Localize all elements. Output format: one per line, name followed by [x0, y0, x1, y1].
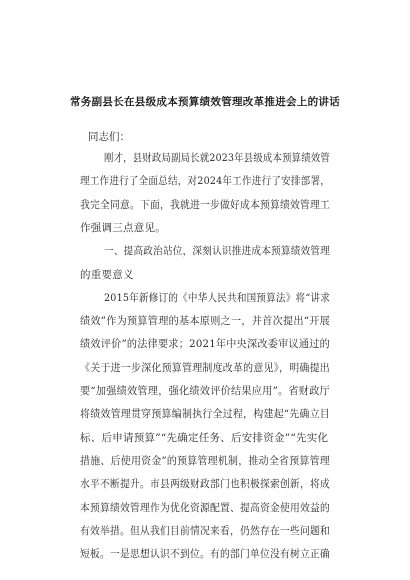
section-heading: 一、提高政治站位，深刻认识推进成本预算绩效管理 [104, 245, 330, 258]
paragraph-line: 作强调三点意见。 [80, 221, 166, 234]
paragraph-line: 短板。一是思想认识不到位。有的部门单位没有树立正确 [80, 548, 330, 561]
paragraph-line: 水平不断提升。市县两级财政部门也积极探索创新，将成 [80, 478, 330, 491]
paragraph-line: 我完全同意。下面，我就进一步做好成本预算绩效管理工 [80, 198, 330, 211]
paragraph-line: 将绩效管理贯穿预算编制执行全过程，构建起“先确立目 [80, 408, 330, 421]
paragraph-line: 要“加强绩效管理，强化绩效评价结果应用”。省财政厅 [80, 385, 330, 397]
salutation: 同志们： [88, 131, 130, 143]
paragraph-line: 的重要意义 [80, 268, 134, 281]
paragraph-line: 标、后申请预算”“先确定任务、后安排资金”“先实化 [80, 431, 329, 444]
paragraph-line: 本预算绩效管理作为优化资源配置、提高资金使用效益的 [80, 501, 330, 514]
paragraph-line: 绩效”作为预算管理的基本原则之一，并首次提出“开展 [80, 315, 330, 328]
paragraph-line: 刚才，县财政局副局长就2023年县级成本预算绩效管 [104, 152, 330, 164]
document-title: 常务副县长在县级成本预算绩效管理改革推进会上的讲话 [70, 96, 340, 108]
paragraph-line: 有效举措。但从我们目前情况来看，仍然存在一些问题和 [80, 524, 330, 537]
paragraph-line: 绩效评价”的法律要求；2021年中央深改委审议通过的 [80, 338, 330, 351]
paragraph-line: 措施、后使用资金”的预算管理机制，推动全省预算管理 [80, 454, 330, 467]
paragraph-line: 理工作进行了全面总结，对2024年工作进行了安排部署， [80, 175, 330, 188]
paragraph-line: 2015年新修订的《中华人民共和国预算法》将“讲求 [104, 291, 330, 304]
paragraph-line: 《关于进一步深化预算管理制度改革的意见》，明确提出 [80, 361, 330, 374]
